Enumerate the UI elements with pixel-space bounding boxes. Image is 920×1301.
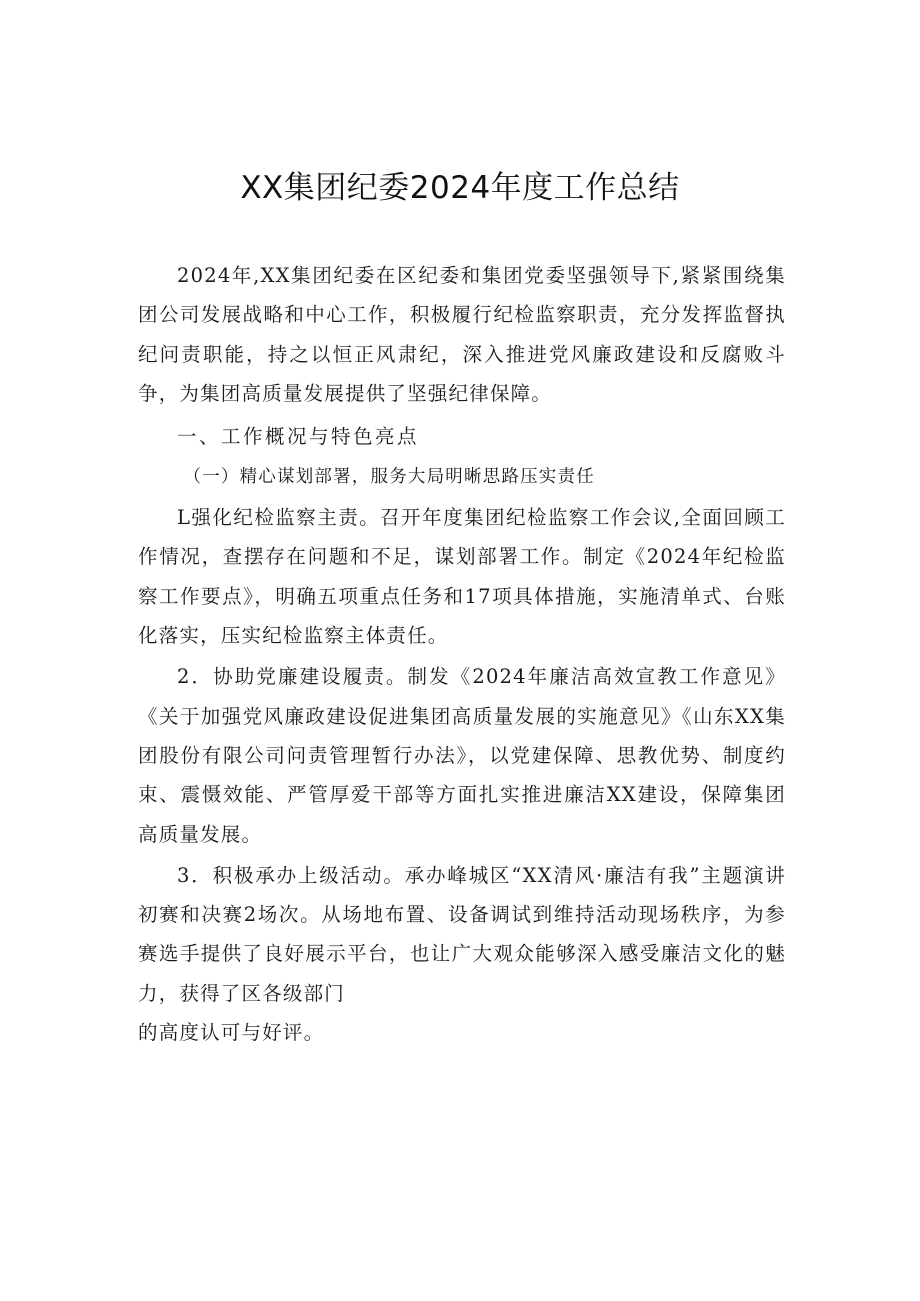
item-1-paragraph: L强化纪检监察主责。召开年度集团纪检监察工作会议,全面回顾工作情况，查摆存在问题和不足，谋划部署工作。制定《2024年纪检监察工作要点》，明确五项重点任务和17项具体措施，实施清单式、台账化落实，压实纪检监察主体责任。 <box>138 506 786 648</box>
section-heading: 一、工作概况与特色亮点 <box>177 425 420 449</box>
item-2-paragraph: 2．协助党廉建设履责。制发《2024年廉洁高效宣教工作意见》《关于加强党风廉政建设促进集团高质量发展的实施意见》《山东XX集团股份有限公司问责管理暂行办法》，以党建保障、思教优势、制度约束、震慑效能、严管厚爱干部等方面扎实推进廉洁XX建设，保障集团高质量发展。 <box>138 665 786 846</box>
subsection-heading: （一）精心谋划部署，服务大局明晰思路压实责任 <box>183 467 595 488</box>
item-3-continuation: 的高度认可与好评。 <box>138 1021 325 1045</box>
intro-paragraph: 2024年,XX集团纪委在区纪委和集团党委坚强领导下,紧紧围绕集团公司发展战略和中心工作，积极履行纪检监察职责，充分发挥监督执纪问责职能，持之以恒正风肃纪，深入推进党风廉政建设和反腐败斗争，为集团高质量发展提供了坚强纪律保障。 <box>138 264 786 405</box>
item-3-paragraph: 3．积极承办上级活动。承办峰城区“XX清风·廉洁有我”主题演讲初赛和决赛2场次。从场地布置、设备调试到维持活动现场秩序，为参赛选手提供了良好展示平台，也让广大观众能够深入感受廉洁文化的魅力，获得了区各级部门 <box>138 863 786 1005</box>
document-title: XX集团纪委2024年度工作总结 <box>240 170 680 206</box>
document-body <box>138 256 786 1052</box>
